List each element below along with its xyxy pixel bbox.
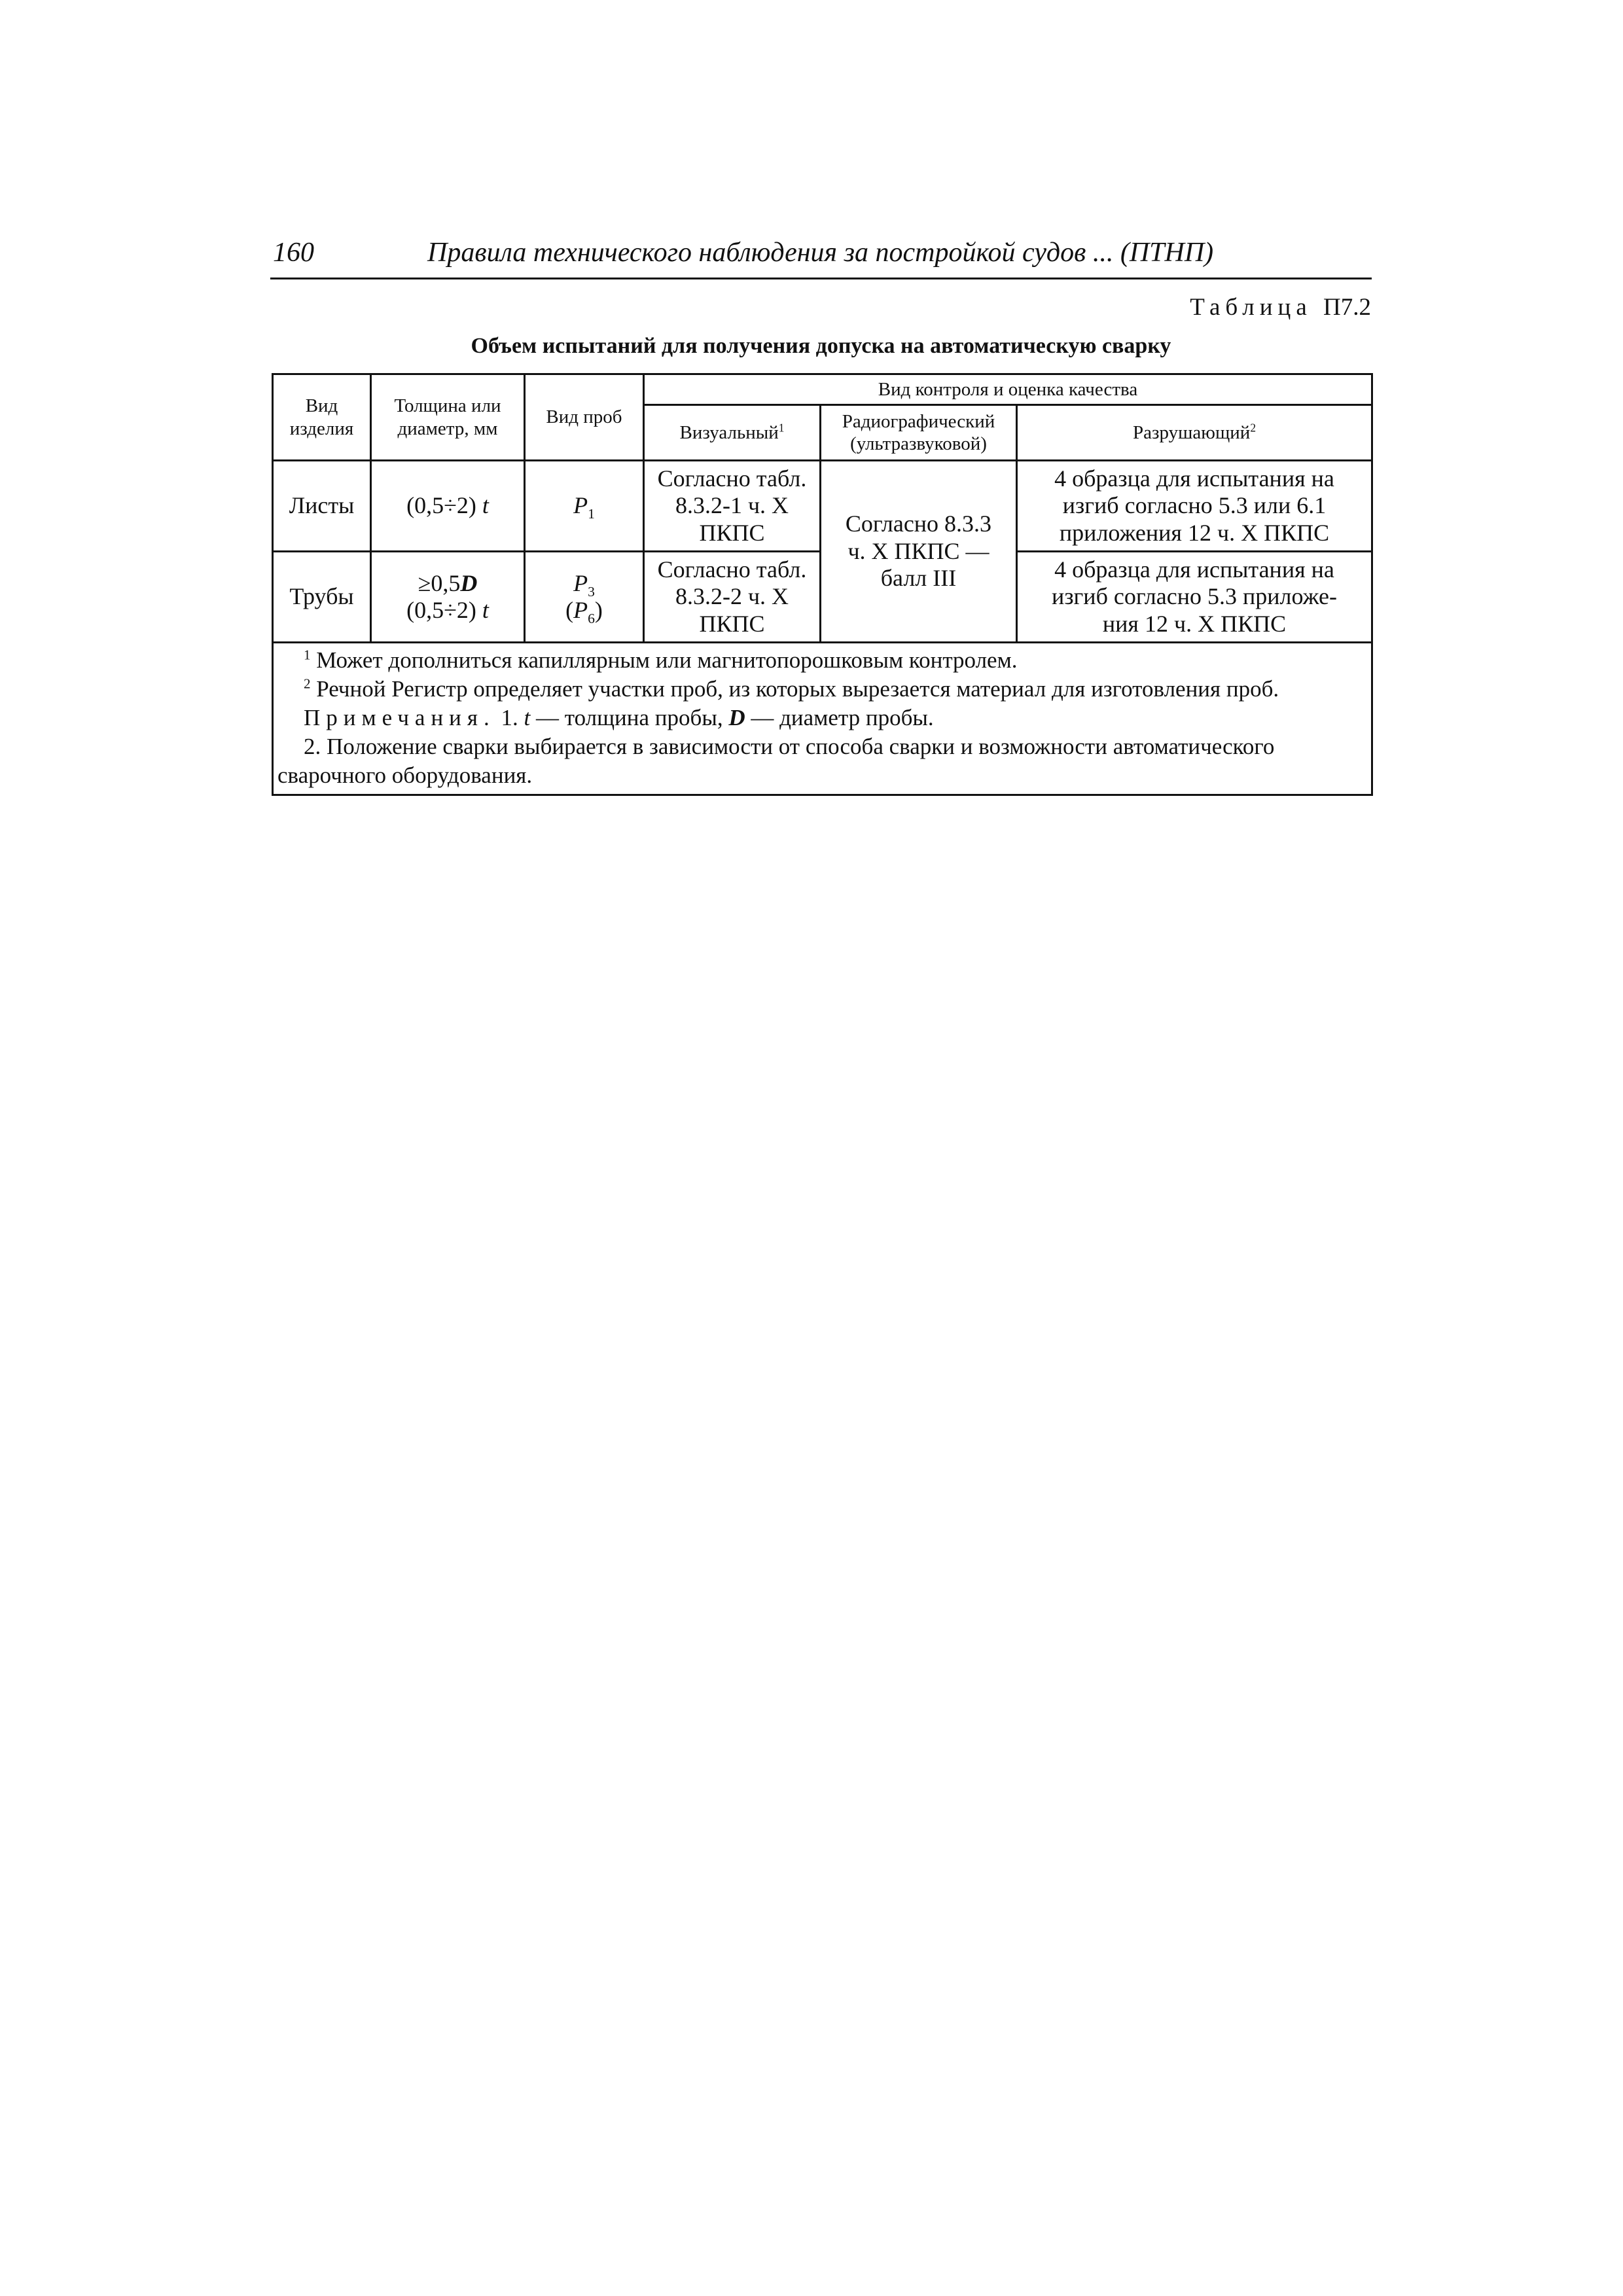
header-visual: Визуальный$^1$	[644, 405, 821, 461]
header-thickness: Толщина или диаметр, мм	[371, 374, 525, 461]
table-notes	[273, 643, 1372, 795]
table-label-word: Таблица	[1190, 294, 1312, 321]
header-control-group: Вид контроля и оценка качества	[644, 374, 1372, 405]
cell-product: Трубы	[273, 552, 371, 643]
note-1: Примечания. 1. t — толщина пробы, D — диаметр пробы.	[304, 705, 934, 731]
running-header	[270, 237, 1372, 279]
note-2: 2. Положение сварки выбирается в зависимости от способа сварки и возможности автоматического сварочного оборудования.	[277, 734, 1275, 789]
cell-thickness: (0,5÷2) t	[371, 461, 525, 552]
table-row	[273, 461, 1372, 552]
cell-visual: Согласно табл. 8.3.2-1 ч. X ПКПС	[644, 461, 821, 552]
table-label	[1190, 293, 1371, 321]
footnote-1: $^1$ Может дополниться капиллярным или магнитопорошковым контролем.	[304, 647, 1018, 673]
cell-visual: Согласно табл. 8.3.2-2 ч. X ПКПС	[644, 552, 821, 643]
table-label-number: П7.2	[1323, 294, 1371, 321]
header-radiographic: Радиографический (ультразвуковой)	[821, 405, 1017, 461]
header-sample-type: Вид проб	[525, 374, 644, 461]
running-title: Правила технического наблюдения за постройкой судов ... (ПТНП)	[427, 238, 1214, 268]
cell-destructive: 4 образца для испытания на изгиб согласно 5.3 приложе- ния 12 ч. X ПКПС	[1017, 552, 1372, 643]
welding-tests-table	[272, 373, 1373, 796]
cell-sample: $P_1$	[525, 461, 644, 552]
table-notes-row	[273, 643, 1372, 795]
footnote-2: $^2$ Речной Регистр определяет участки проб, из которых вырезается материал для изготовления проб.	[304, 675, 1279, 702]
cell-product: Листы	[273, 461, 371, 552]
header-product-type: Вид изделия	[273, 374, 371, 461]
header-destructive: Разрушающий$^2$	[1017, 405, 1372, 461]
cell-sample: $P_3$ $(P_6)$	[525, 552, 644, 643]
page-number: 160	[273, 238, 314, 268]
cell-destructive: 4 образца для испытания на изгиб согласно 5.3 или 6.1 приложения 12 ч. X ПКПС	[1017, 461, 1372, 552]
cell-thickness: ≥0,5D (0,5÷2) t	[371, 552, 525, 643]
table-title: Объем испытаний для получения допуска на автоматическую сварку	[471, 334, 1171, 358]
cell-radiographic-shared: Согласно 8.3.3 ч. X ПКПС — балл III	[821, 461, 1017, 643]
